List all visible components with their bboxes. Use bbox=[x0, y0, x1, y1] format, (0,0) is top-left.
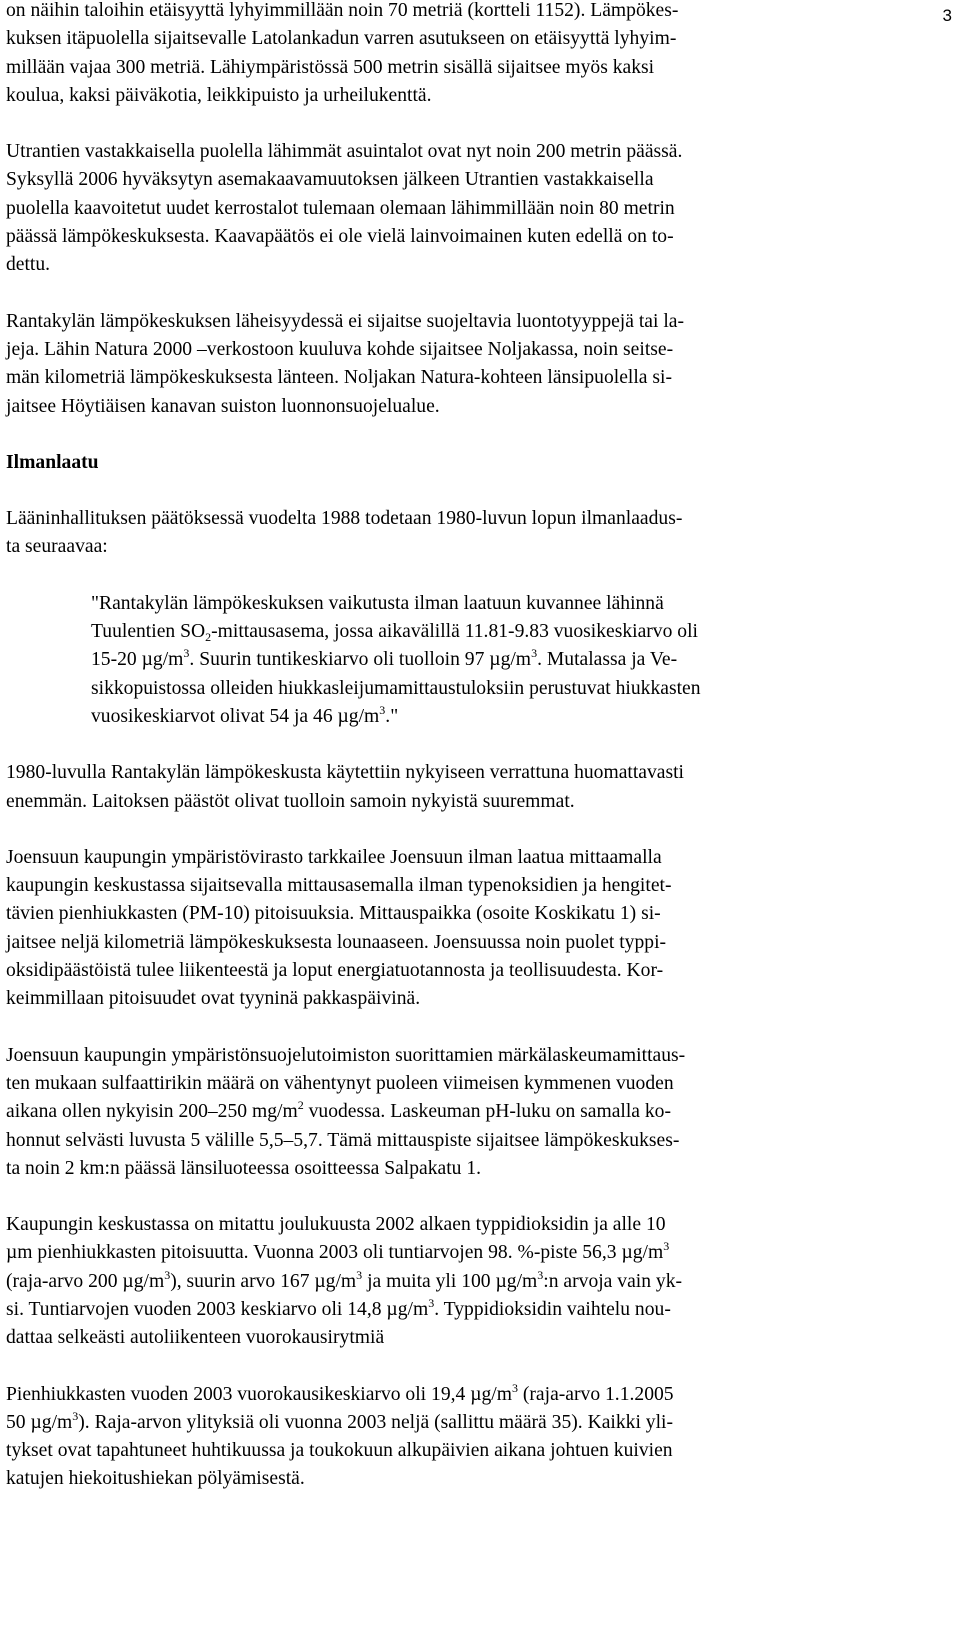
text-line: µm pienhiukkasten pitoisuutta. Vuonna 2003 oli tuntiarvojen 98. %-piste 56,3 $\mu g/m^3$ bbox=[6, 1239, 670, 1264]
paragraph-monitoring bbox=[6, 844, 906, 1014]
text-line: honnut selvästi luvusta 5 välille 5,5–5,7. Tämä mittauspiste sijaitsee lämpökeskukses- bbox=[6, 1129, 680, 1151]
text-line: päässä lämpökeskuksesta. Kaavapäätös ei ole vielä lainvoimainen kuten edellä on to- bbox=[6, 226, 674, 248]
text-line: Joensuun kaupungin ympäristövirasto tarkkailee Joensuun ilman laatua mittaamalla bbox=[6, 846, 662, 868]
page-number: 3 bbox=[942, 6, 952, 25]
paragraph-distances bbox=[6, 0, 906, 110]
text-line: 1980-luvulla Rantakylän lämpökeskusta käytettiin nykyiseen verrattuna huomattavasti bbox=[6, 762, 684, 784]
text-line: ta noin 2 km:n päässä länsiluoteessa osoitteessa Salpakatu 1. bbox=[6, 1157, 482, 1179]
text-line: ta seuraavaa: bbox=[6, 536, 108, 558]
text-line: "Rantakylän lämpökeskuksen vaikutusta ilman laatuun kuvannee lähinnä bbox=[91, 592, 664, 614]
text-line: 50 $\mu g/m^3$). Raja-arvon ylityksiä oli vuonna 2003 neljä (sallittu määrä 35). Kaikki yli- bbox=[6, 1408, 674, 1433]
text-line: kaupungin keskustassa sijaitsevalla mittausasemalla ilman typenoksidien ja hengitet- bbox=[6, 875, 672, 897]
text-line: tykset ovat tapahtuneet huhtikuussa ja toukokuun alkupäivien aikana johtuen kuivien bbox=[6, 1440, 673, 1462]
text-line: 15-20 $\mu g/m^3$. Suurin tuntikeskiarvo oli tuolloin 97 $\mu g/m^3$. Mutalassa ja Ve- bbox=[91, 646, 678, 671]
text-line: dettu. bbox=[6, 254, 51, 276]
paragraph-1980s bbox=[6, 759, 906, 816]
text-line: si. Tuntiarvojen vuoden 2003 keskiarvo oli 14,8 $\mu g/m^3$. Typpidioksidin vaihtelu nou- bbox=[6, 1295, 671, 1320]
block-quote bbox=[91, 590, 906, 731]
text-line: dattaa selkeästi autoliikenteen vuorokausirytmiä bbox=[6, 1327, 385, 1349]
paragraph-no2 bbox=[6, 1211, 906, 1352]
text-line: Joensuun kaupungin ympäristönsuojelutoimiston suorittamien märkälaskeumamittaus- bbox=[6, 1044, 686, 1066]
text-line: millään vajaa 300 metriä. Lähiympäristössä 500 metrin sisällä sijaitsee myös kaksi bbox=[6, 56, 655, 78]
document-page bbox=[6, 0, 906, 1494]
text-line: jaitsee Höytiäisen kanavan suiston luonnonsuojelualue. bbox=[6, 395, 440, 417]
text-line: Lääninhallituksen päätöksessä vuodelta 1988 todetaan 1980-luvun lopun ilmanlaadus- bbox=[6, 508, 683, 530]
text-line: (raja-arvo 200 $\mu g/m^3$), suurin arvo 167 $\mu g/m^3$ ja muita yli 100 $\mu g/m^3:n$ arvoja vain yk- bbox=[6, 1267, 683, 1292]
paragraph-utrantie bbox=[6, 138, 906, 279]
paragraph-deposition bbox=[6, 1042, 906, 1183]
text-line: Rantakylän lämpökeskuksen läheisyydessä ei sijaitse suojeltavia luontotyyppejä tai la- bbox=[6, 310, 684, 332]
text-line: Kaupungin keskustassa on mitattu joulukuusta 2002 alkaen typpidioksidin ja alle 10 bbox=[6, 1214, 666, 1236]
section-heading: Ilmanlaatu bbox=[6, 451, 99, 473]
text-line: män kilometriä lämpökeskuksesta länteen. Noljakan Natura-kohteen länsipuolella si- bbox=[6, 367, 672, 389]
text-line: on näihin taloihin etäisyyttä lyhyimmillään noin 70 metriä (kortteli 1152). Lämpökes- bbox=[6, 0, 679, 21]
text-line: Tuulentien $SO_2$-mittausasema, jossa aikavälillä 11.81-9.83 vuosikeskiarvo oli bbox=[91, 621, 698, 645]
text-line: sikkopuistossa olleiden hiukkasleijumamittaustuloksiin perustuvat hiukkasten bbox=[91, 677, 701, 699]
text-line: jaitsee neljä kilometriä lämpökeskuksesta lounaaseen. Joensuussa noin puolet typpi- bbox=[6, 931, 667, 953]
text-line: oksidipäästöistä tulee liikenteestä ja loput energiatuotannosta ja teollisuudesta. Kor- bbox=[6, 960, 664, 982]
text-line: koulua, kaksi päiväkotia, leikkipuisto ja urheilukenttä. bbox=[6, 84, 432, 106]
text-line: vuosikeskiarvot olivat 54 ja 46 $\mu g/m^3$." bbox=[91, 702, 399, 727]
text-line: aikana ollen nykyisin 200–250 $mg/m^2$ vuodessa. Laskeuman pH-luku on samalla ko- bbox=[6, 1098, 671, 1123]
text-line: katujen hiekoitushiekan pölyämisestä. bbox=[6, 1468, 305, 1490]
text-line: tävien pienhiukkasten (PM-10) pitoisuuksia. Mittauspaikka (osoite Koskikatu 1) si- bbox=[6, 903, 661, 925]
text-line: Syksyllä 2006 hyväksytyn asemakaavamuutoksen jälkeen Utrantien vastakkaisella bbox=[6, 169, 654, 191]
paragraph-pm10 bbox=[6, 1381, 906, 1494]
text-line: enemmän. Laitoksen päästöt olivat tuolloin samoin nykyistä suuremmat. bbox=[6, 790, 575, 812]
text-line: ten mukaan sulfaattirikin määrä on vähentynyt puoleen viimeisen kymmenen vuoden bbox=[6, 1072, 674, 1094]
text-line: kuksen itäpuolella sijaitsevalle Latolankadun varren asutukseen on etäisyyttä lyhyim- bbox=[6, 28, 677, 50]
paragraph-decision bbox=[6, 505, 906, 562]
text-line: keimmillaan pitoisuudet ovat tyyninä pakkaspäivinä. bbox=[6, 988, 421, 1010]
paragraph-nature bbox=[6, 308, 906, 421]
text-line: Utrantien vastakkaisella puolella lähimmät asuintalot ovat nyt noin 200 metrin päässä. bbox=[6, 141, 683, 163]
text-line: Pienhiukkasten vuoden 2003 vuorokausikeskiarvo oli 19,4 $\mu g/m^3$ (raja-arvo 1.1.2005 bbox=[6, 1380, 674, 1405]
text-line: puolella kaavoitetut uudet kerrostalot tulemaan olemaan lähimmillään noin 80 metrin bbox=[6, 197, 675, 219]
text-line: jeja. Lähin Natura 2000 –verkostoon kuuluva kohde sijaitsee Noljakassa, noin seitse- bbox=[6, 338, 674, 360]
